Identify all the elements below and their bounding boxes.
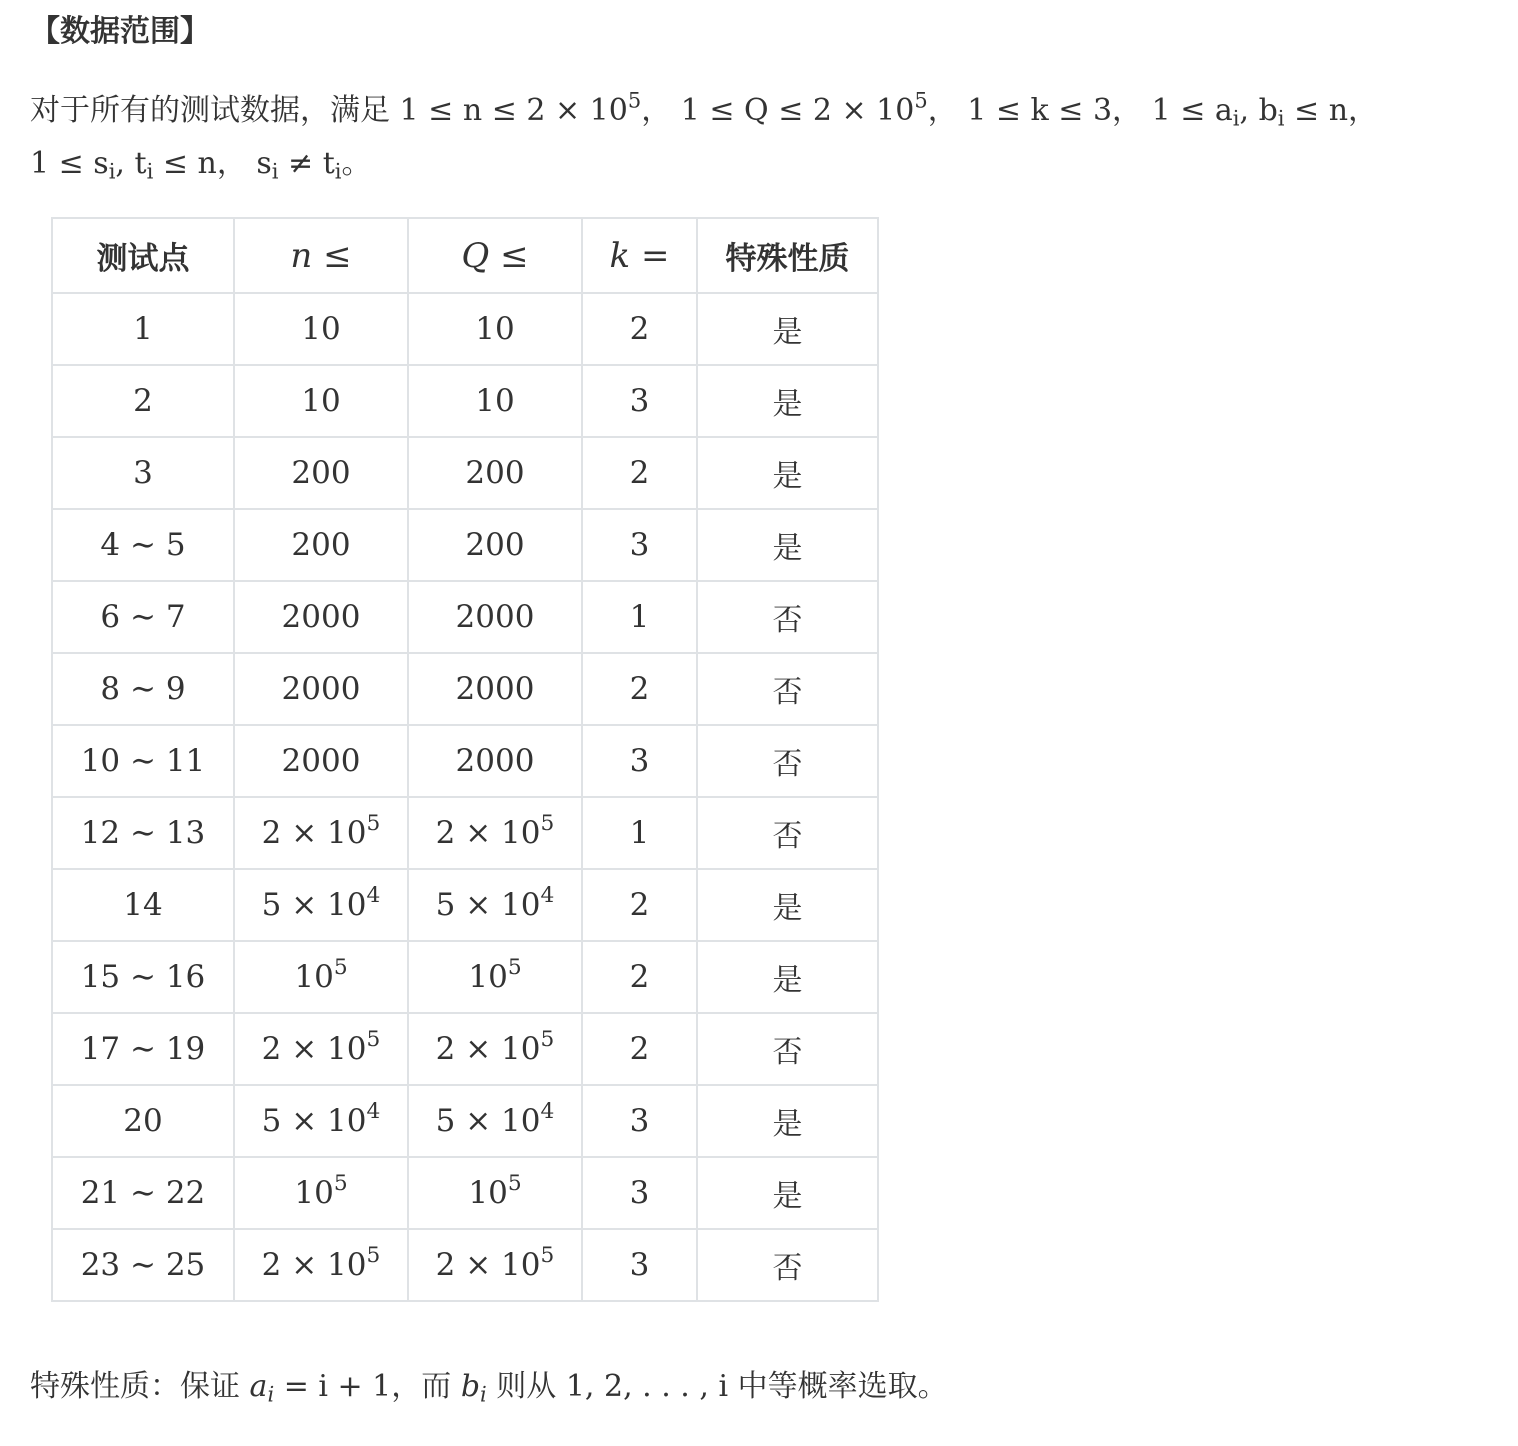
cell-q-max: 200 [408, 509, 582, 581]
table-row [52, 437, 878, 509]
cell-q-max: 10 [408, 293, 582, 365]
header-q: Q ≤ [408, 218, 582, 293]
test-point-table [51, 217, 879, 1302]
constraints-intro: 对于所有的测试数据，满足 [30, 93, 390, 128]
footer-formula-a: $a_i = i + 1$ [249, 1369, 392, 1407]
cell-test-point: 12 ∼ 13 [52, 797, 234, 869]
cell-k: 2 [582, 653, 697, 725]
table-header-row [52, 218, 878, 293]
cell-special-property: 否 [697, 797, 878, 869]
constraint-ab: $1 \le a_i$, $b_i \le n$ [1151, 93, 1349, 131]
cell-test-point: 17 ∼ 19 [52, 1013, 234, 1085]
cell-n-max: 200 [234, 509, 408, 581]
table-row [52, 941, 878, 1013]
cell-k: 3 [582, 1085, 697, 1157]
table-row [52, 1013, 878, 1085]
cell-q-max: 10 [408, 365, 582, 437]
cell-test-point: 2 [52, 365, 234, 437]
cell-k: 3 [582, 509, 697, 581]
cell-special-property: 否 [697, 653, 878, 725]
table-row [52, 725, 878, 797]
cell-q-max: $5 \times 10^4$ [408, 1085, 582, 1157]
cell-k: 3 [582, 725, 697, 797]
table-row [52, 1157, 878, 1229]
cell-test-point: 20 [52, 1085, 234, 1157]
cell-k: 1 [582, 581, 697, 653]
cell-test-point: 1 [52, 293, 234, 365]
cell-n-max: 2000 [234, 581, 408, 653]
cell-k: 2 [582, 1013, 697, 1085]
table-row [52, 1085, 878, 1157]
cell-q-max: 2000 [408, 581, 582, 653]
cell-special-property: 否 [697, 1229, 878, 1301]
header-special-property: 特殊性质 [697, 218, 878, 293]
cell-n-max: 2000 [234, 725, 408, 797]
cell-test-point: 21 ∼ 22 [52, 1157, 234, 1229]
cell-n-max: 10 [234, 293, 408, 365]
table-row [52, 653, 878, 725]
constraint-s-neq-t: $s_i \ne t_i$ [256, 146, 342, 184]
cell-q-max: $10^5$ [408, 1157, 582, 1229]
table-row [52, 797, 878, 869]
cell-q-max: $10^5$ [408, 941, 582, 1013]
cell-q-max: 2000 [408, 725, 582, 797]
table-row [52, 293, 878, 365]
cell-test-point: 8 ∼ 9 [52, 653, 234, 725]
cell-q-max: $2 \times 10^5$ [408, 1013, 582, 1085]
cell-test-point: 10 ∼ 11 [52, 725, 234, 797]
cell-k: 3 [582, 1157, 697, 1229]
cell-special-property: 是 [697, 869, 878, 941]
cell-k: 3 [582, 365, 697, 437]
cell-q-max: $2 \times 10^5$ [408, 1229, 582, 1301]
cell-n-max: $2 \times 10^5$ [234, 1229, 408, 1301]
constraint-q: $1 \le Q \le 2 \times 10^5$ [680, 88, 928, 128]
cell-test-point: 15 ∼ 16 [52, 941, 234, 1013]
footer-formula-range: 1, 2, . . . , i [565, 1369, 729, 1404]
cell-n-max: 2000 [234, 653, 408, 725]
table-row [52, 869, 878, 941]
cell-n-max: 200 [234, 437, 408, 509]
cell-q-max: 200 [408, 437, 582, 509]
cell-n-max: $5 \times 10^4$ [234, 1085, 408, 1157]
cell-k: 2 [582, 941, 697, 1013]
cell-special-property: 是 [697, 1085, 878, 1157]
cell-test-point: 6 ∼ 7 [52, 581, 234, 653]
cell-n-max: $2 \times 10^5$ [234, 1013, 408, 1085]
cell-k: 2 [582, 293, 697, 365]
header-k: k = [582, 218, 697, 293]
cell-n-max: 10 [234, 365, 408, 437]
header-test-point: 测试点 [52, 218, 234, 293]
cell-q-max: $2 \times 10^5$ [408, 797, 582, 869]
cell-k: 2 [582, 437, 697, 509]
cell-k: 3 [582, 1229, 697, 1301]
cell-n-max: $2 \times 10^5$ [234, 797, 408, 869]
cell-test-point: 23 ∼ 25 [52, 1229, 234, 1301]
cell-special-property: 是 [697, 1157, 878, 1229]
cell-test-point: 4 ∼ 5 [52, 509, 234, 581]
cell-test-point: 3 [52, 437, 234, 509]
constraint-n: $1 \le n \le 2 \times 10^5$ [399, 88, 642, 128]
cell-special-property: 是 [697, 509, 878, 581]
cell-q-max: $5 \times 10^4$ [408, 869, 582, 941]
cell-q-max: 2000 [408, 653, 582, 725]
table-row [52, 1229, 878, 1301]
cell-k: 1 [582, 797, 697, 869]
section-title: 【数据范围】 [30, 14, 210, 49]
cell-n-max: $10^5$ [234, 1157, 408, 1229]
cell-n-max: $5 \times 10^4$ [234, 869, 408, 941]
cell-special-property: 否 [697, 1013, 878, 1085]
cell-special-property: 否 [697, 581, 878, 653]
constraint-st: $1 \le s_i$, $t_i \le n$ [30, 146, 217, 184]
cell-special-property: 是 [697, 293, 878, 365]
cell-special-property: 是 [697, 437, 878, 509]
special-property-note: 特殊性质：保证 $a_i = i + 1$，而 $b_i$ 则从 1, 2, . . . , i 中等概率选取。 [30, 1369, 948, 1407]
header-n: n ≤ [234, 218, 408, 293]
constraint-k: 1 ≤ k ≤ 3 [967, 93, 1113, 128]
table-row [52, 509, 878, 581]
cell-k: 2 [582, 869, 697, 941]
constraints-paragraph: 对于所有的测试数据，满足 $1 \le n \le 2 \times 10^5$， $1 \le Q \le 2 \times 10^5$， 1 ≤ k ≤ 3， $1 \le a_i$, $b_i \le n$， $1 \le s_i$, $t_i \le n$， $s_i \ne t_i$。 [30, 88, 1379, 184]
table-row [52, 365, 878, 437]
cell-special-property: 是 [697, 941, 878, 1013]
table-row [52, 581, 878, 653]
cell-special-property: 是 [697, 365, 878, 437]
footer-formula-b: $b_i$ [460, 1369, 487, 1407]
cell-test-point: 14 [52, 869, 234, 941]
cell-special-property: 否 [697, 725, 878, 797]
cell-n-max: $10^5$ [234, 941, 408, 1013]
